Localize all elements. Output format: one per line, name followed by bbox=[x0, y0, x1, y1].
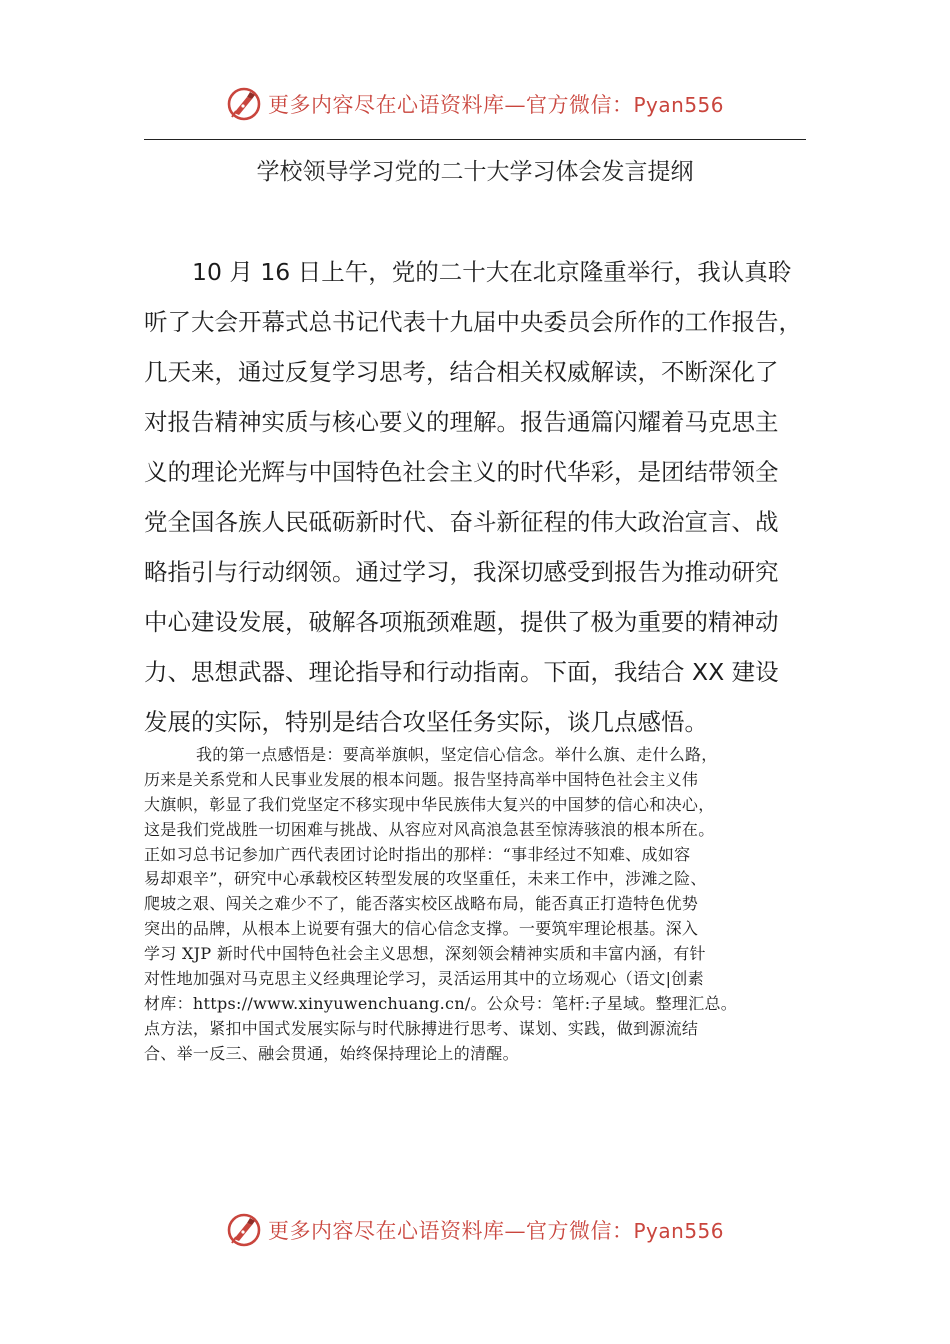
body-line: 大旗帜，彰显了我们党坚定不移实现中华民族伟大复兴的中国梦的信心和决心， bbox=[144, 794, 715, 814]
intro-line: 听了大会开幕式总书记代表十九届中央委员会所作的工作报告， bbox=[144, 308, 802, 336]
document-title: 学校领导学习党的二十大学习体会发言提纲 bbox=[256, 159, 694, 185]
intro-line: 中心建设发展，破解各项瓶颈难题，提供了极为重要的精神动 bbox=[144, 608, 779, 636]
brand-slogan: 更多内容尽在心语资料库—官方微信： bbox=[267, 1219, 634, 1243]
body-line: 学习 XJP 新时代中国特色社会主义思想，深刻领会精神实质和丰富内涵，有针 bbox=[144, 944, 706, 964]
intro-paragraph bbox=[144, 247, 824, 747]
intro-line: 发展的实际，特别是结合攻坚任务实际，谈几点感悟。 bbox=[144, 708, 708, 736]
body-line: 爬坡之艰、闯关之难少不了，能否落实校区战略布局，能否真正打造特色优势 bbox=[144, 894, 699, 914]
intro-line: 义的理论光辉与中国特色社会主义的时代华彩，是团结带领全 bbox=[144, 458, 779, 486]
intro-line: 对报告精神实质与核心要义的理解。报告通篇闪耀着马克思主 bbox=[144, 408, 779, 436]
intro-line: 几天来，通过反复学习思考，结合相关权威解读，不断深化了 bbox=[144, 358, 779, 386]
intro-line: 党全国各族人民砥砺新时代、奋斗新征程的伟大政治宣言、战 bbox=[144, 508, 779, 536]
body-line: 正如习总书记参加广西代表团讨论时指出的那样：“事非经过不知难、成如容 bbox=[144, 844, 691, 864]
brand-text bbox=[268, 89, 724, 119]
pen-nib-logo-icon bbox=[226, 1212, 262, 1248]
brand-slogan: 更多内容尽在心语资料库—官方微信： bbox=[267, 93, 634, 117]
body-line: 合、举一反三、融会贯通，始终保持理论上的清醒。 bbox=[144, 1043, 519, 1063]
body-line: 这是我们党战胜一切困难与挑战、从容应对风高浪急甚至惊涛骇浪的根本所在。 bbox=[144, 819, 715, 839]
body-line: 突出的品牌，从根本上说要有强大的信心信念支撑。一要筑牢理论根基。深入 bbox=[144, 919, 699, 939]
intro-line: 略指引与行动纲领。通过学习，我深切感受到报告为推动研究 bbox=[144, 558, 779, 586]
footer-brand bbox=[0, 1210, 950, 1250]
header-brand bbox=[0, 84, 950, 124]
body-paragraph bbox=[144, 743, 824, 1067]
body-line: 材库：https://www.xinyuwenchuang.cn/。公众号：笔杆:子星域。整理汇总。 bbox=[144, 993, 738, 1013]
pen-nib-logo-icon bbox=[226, 86, 262, 122]
body-line: 对性地加强对马克思主义经典理论学习，灵活运用其中的立场观心（语文|创素 bbox=[144, 969, 704, 989]
body-line: 历来是关系党和人民事业发展的根本问题。报告坚持高举中国特色社会主义伟 bbox=[144, 769, 699, 789]
header-divider bbox=[144, 139, 806, 140]
intro-line: 10 月 16 日上午，党的二十大在北京隆重举行，我认真聆 bbox=[192, 258, 792, 286]
intro-line: 力、思想武器、理论指导和行动指南。下面，我结合 XX 建设 bbox=[144, 658, 779, 686]
body-line: 点方法，紧扣中国式发展实际与时代脉搏进行思考、谋划、实践，做到源流结 bbox=[144, 1018, 699, 1038]
brand-wechat-id: Pyan556 bbox=[633, 1219, 724, 1243]
brand-wechat-id: Pyan556 bbox=[633, 93, 724, 117]
body-line: 我的第一点感悟是：要高举旗帜，坚定信心信念。举什么旗、走什么路， bbox=[196, 745, 718, 764]
brand-text bbox=[268, 1215, 724, 1245]
body-line: 易却艰辛”，研究中心承载校区转型发展的攻坚重任，未来工作中，涉滩之险、 bbox=[144, 869, 707, 889]
